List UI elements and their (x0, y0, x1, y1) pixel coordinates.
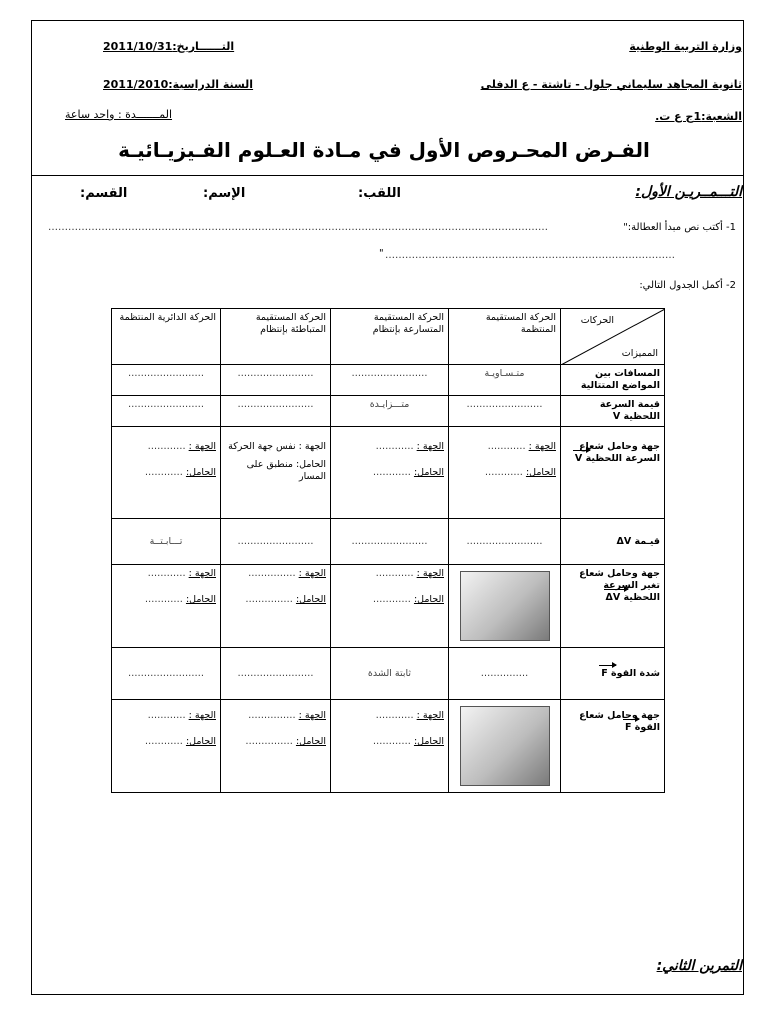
name-label: الإسم: (203, 186, 246, 201)
cell-dots: …………………… (331, 365, 449, 396)
table-row-force (112, 648, 665, 700)
col-header-circular: الحركة الدائرية المنتظمة (112, 309, 221, 365)
answer-line-1: …………………………………………………………………………………………………………………………………… (48, 222, 548, 233)
col-header-decelerated: الحركة المستقيمة المتباطئة بإنتظام (221, 309, 331, 365)
cell-dir-carrier (112, 565, 221, 648)
dots: …………… (245, 594, 293, 605)
table-header-row (112, 309, 665, 365)
dots: …………… (248, 710, 296, 721)
school-year-label: السنة الدراسية:2011/2010 (103, 78, 254, 91)
question-2: 2- أكمل الجدول التالي: (639, 280, 736, 291)
row-label-delta-text: قيـمة (634, 535, 660, 547)
dir-label: الجهة : (416, 710, 444, 721)
shaded-box (460, 571, 550, 641)
dots: ………… (372, 594, 411, 605)
carrier-label: الحامل: (413, 467, 444, 478)
section-label: القسم: (80, 186, 128, 201)
dir-label: الجهة : (188, 568, 216, 579)
dots: ………… (375, 710, 414, 721)
class-label: الشعبة:1ج ع ت. (655, 110, 742, 123)
cell-dots: …………………… (449, 519, 561, 565)
cell-shaded (449, 700, 561, 793)
dots: ………… (144, 467, 183, 478)
dots: ………… (375, 441, 414, 452)
dots: ………… (484, 467, 523, 478)
vector-delta-v-symbol: ΔV (605, 592, 621, 603)
dots: ………… (144, 736, 183, 747)
dots: ………… (375, 568, 414, 579)
dir-label: الجهة : (416, 568, 444, 579)
ministry-label: وزارة التربية الوطنية (629, 40, 742, 53)
carrier-label: الحامل: (413, 594, 444, 605)
vector-f-symbol: F (601, 667, 608, 679)
decel-dir: الجهة : نفس جهة الحركة (228, 441, 326, 452)
row-label-force-text: شدة القوة (611, 667, 660, 679)
quote-close: " (379, 248, 384, 259)
corner-motions: الحركات (580, 315, 614, 326)
dir-label: الجهة : (416, 441, 444, 452)
cell-dots: …………… (449, 648, 561, 700)
exercise-2-heading: التمرين الثاني: (656, 958, 742, 974)
dir-label: الجهة : (188, 441, 216, 452)
carrier-label: الحامل: (185, 467, 216, 478)
dots: ………… (487, 441, 526, 452)
row-label-speed (561, 396, 665, 427)
row-label-velocity-vector (561, 427, 665, 519)
motions-table (111, 308, 665, 793)
row-label-distances: المسافات بين المواضع المتتالية (561, 365, 665, 396)
header-divider (31, 175, 744, 176)
surname-label: اللقب: (358, 186, 401, 201)
cell-dots: …………………… (221, 365, 331, 396)
cell-constant-force: ثابتة الشدة (331, 648, 449, 700)
carrier-label: الحامل: (295, 736, 326, 747)
dots: ………… (372, 467, 411, 478)
dir-label: الجهة : (298, 568, 326, 579)
carrier-label: الحامل: (413, 736, 444, 747)
shaded-box (460, 706, 550, 786)
cell-dots: …………………… (112, 396, 221, 427)
col-header-uniform: الحركة المستقيمة المنتظمة (449, 309, 561, 365)
symbol-delta-v: ΔV (616, 535, 632, 547)
cell-dots: …………………… (112, 365, 221, 396)
row-label-force-vector (561, 700, 665, 793)
corner-cell (561, 309, 665, 365)
row-label-force-vector-text: جهة وحامل شعاع القوة (579, 710, 660, 733)
carrier-label: الحامل: (185, 736, 216, 747)
col-header-accelerated: الحركة المستقيمة المتسارعة بإنتظام (331, 309, 449, 365)
dots: ………… (372, 736, 411, 747)
carrier-label: الحامل: (295, 594, 326, 605)
cell-dir-carrier (221, 700, 331, 793)
table-row-distances (112, 365, 665, 396)
row-label-delta-v-vector (561, 565, 665, 648)
table-row-speed (112, 396, 665, 427)
row-label-speed-text: قيمة السرعة اللحظية (599, 399, 660, 422)
dots: ………… (147, 710, 186, 721)
cell-shaded (449, 565, 561, 648)
dots: ………… (147, 568, 186, 579)
table-row-velocity-vector (112, 427, 665, 519)
cell-dir-carrier (112, 700, 221, 793)
row-label-velocity-text: جهة وحامل شعاع السرعة اللحظية (579, 441, 660, 464)
cell-dir-carrier (112, 427, 221, 519)
cell-decel-dir-carrier (221, 427, 331, 519)
vector-f-symbol: F (624, 722, 632, 733)
decel-carrier: الحامل: منطبق على المسار (246, 459, 326, 482)
cell-dots: …………………… (221, 519, 331, 565)
cell-dir-carrier (449, 427, 561, 519)
cell-dir-carrier (331, 700, 449, 793)
cell-equal: متـسـاويـة (449, 365, 561, 396)
dots: ………… (147, 441, 186, 452)
carrier-label: الحامل: (525, 467, 556, 478)
carrier-label: الحامل: (185, 594, 216, 605)
row-label-delta-v (561, 519, 665, 565)
page-title: الفـرض المحـروص الأول في مـادة العـلوم الفـيزيـائيـة (118, 138, 650, 162)
cell-dots: …………………… (331, 519, 449, 565)
symbol-v: V (612, 411, 621, 422)
dir-label: الجهة : (298, 710, 326, 721)
exercise-1-heading: التـــمــريـن الأول: (635, 184, 742, 200)
dir-label: الجهة : (528, 441, 556, 452)
date-label: التــــــاريخ:2011/10/31 (103, 40, 235, 53)
cell-dots: …………………… (449, 396, 561, 427)
cell-dir-carrier (331, 427, 449, 519)
dir-label: الجهة : (188, 710, 216, 721)
cell-dir-carrier (331, 565, 449, 648)
question-1: 1- أكتب نص مبدأ العطالة:" (623, 222, 736, 233)
corner-characteristics: المميزات (621, 348, 658, 359)
table-row-delta-v (112, 519, 665, 565)
dots: ………… (144, 594, 183, 605)
cell-dots: …………………… (112, 648, 221, 700)
answer-line-2: …………………………………………………………………………… (385, 250, 675, 261)
dots: …………… (245, 736, 293, 747)
cell-dots: …………………… (221, 396, 331, 427)
row-label-force (561, 648, 665, 700)
cell-dots: …………………… (221, 648, 331, 700)
duration-label: المـــــــدة : واحد ساعة (65, 108, 173, 121)
cell-dir-carrier (221, 565, 331, 648)
cell-constant: تـــابـتــة (112, 519, 221, 565)
school-label: ثانوية المجاهد سليماني جلول - تاشتة - ع الدفلى (480, 78, 742, 91)
vector-v-symbol: V (574, 453, 583, 464)
table-row-force-vector (112, 700, 665, 793)
table-row-delta-v-vector (112, 565, 665, 648)
cell-increasing: متـــزايـدة (331, 396, 449, 427)
row-label-delta-v-vector-text: جهة وحامل شعاع تغير السرعة اللحظية (579, 568, 660, 603)
dots: …………… (248, 568, 296, 579)
